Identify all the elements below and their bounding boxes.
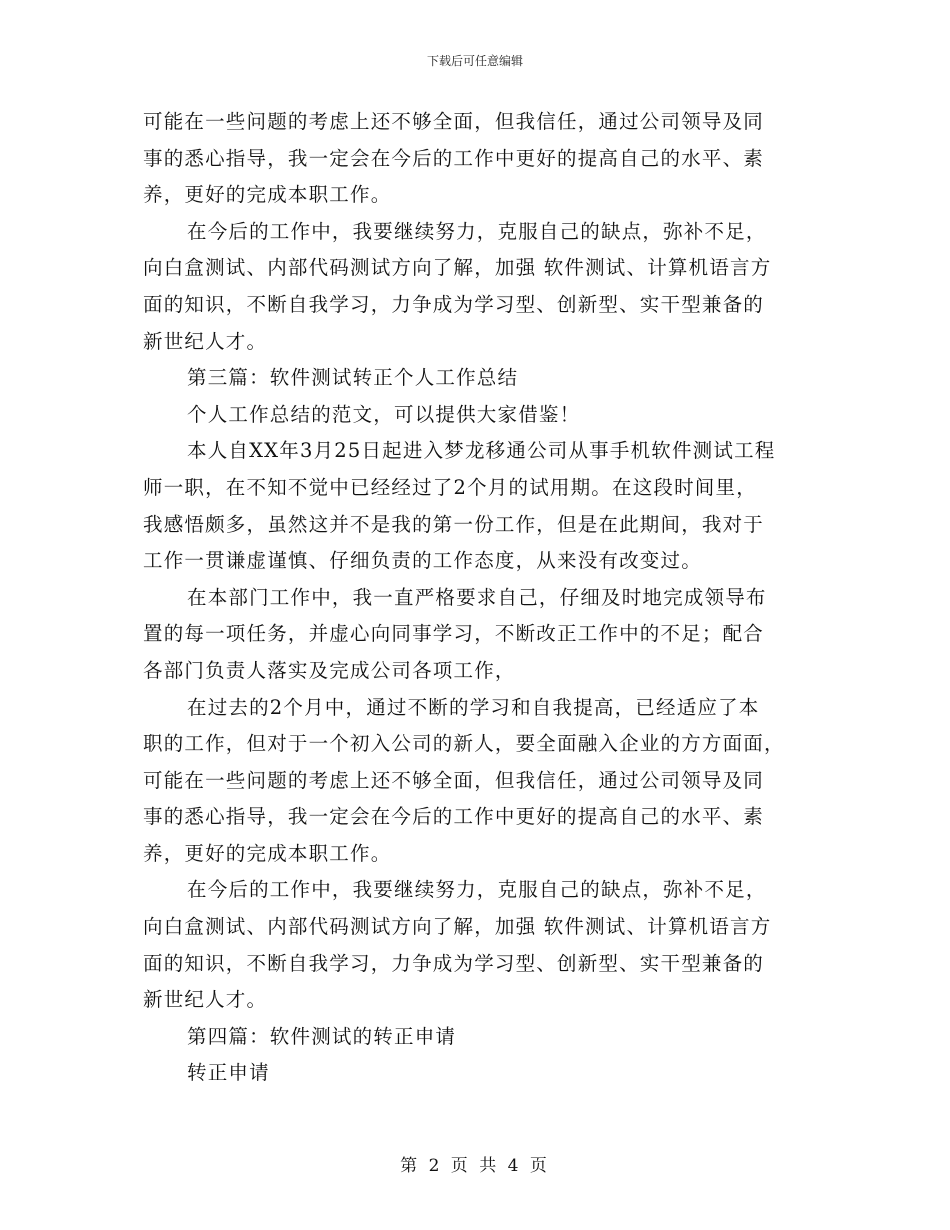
paragraph-start-line: 在今后的工作中，我要继续努力，克服自己的缺点，弥补不足， bbox=[187, 878, 767, 902]
paragraph-start-line: 在本部门工作中，我一直严格要求自己，仔细及时地完成领导布 bbox=[187, 585, 767, 609]
text-line: 事的悉心指导，我一定会在今后的工作中更好的提高自己的水平、素 bbox=[143, 146, 765, 170]
text-line: 向白盒测试、内部代码测试方向了解，加强 软件测试、计算机语言方 bbox=[143, 256, 772, 280]
paragraph-start-line: 个人工作总结的范文，可以提供大家借鉴！ bbox=[187, 402, 581, 426]
text-line: 养，更好的完成本职工作。 bbox=[143, 841, 392, 865]
document-body bbox=[143, 104, 808, 1092]
text-line: 我感悟颇多，虽然这并不是我的第一份工作，但是在此期间，我对于 bbox=[143, 512, 765, 536]
paragraph-start-line: 在今后的工作中，我要继续努力，克服自己的缺点，弥补不足， bbox=[187, 219, 767, 243]
text-line: 工作一贯谦虚谨慎、仔细负责的工作态度，从来没有改变过。 bbox=[143, 549, 702, 573]
text-line: 可能在一些问题的考虑上还不够全面，但我信任，通过公司领导及同 bbox=[143, 768, 765, 792]
text-line: 可能在一些问题的考虑上还不够全面，但我信任，通过公司领导及同 bbox=[143, 110, 765, 133]
page-header: 下载后可任意编辑 bbox=[426, 54, 523, 68]
text-line: 事的悉心指导，我一定会在今后的工作中更好的提高自己的水平、素 bbox=[143, 805, 765, 829]
text-line: 面的知识，不断自我学习，力争成为学习型、创新型、实干型兼备的 bbox=[143, 951, 765, 975]
section-heading: 第四篇：软件测试的转正申请 bbox=[187, 1024, 457, 1048]
text-line: 师一职，在不知不觉中已经经过了2个月的试用期。在这段时间里， bbox=[143, 475, 757, 499]
text-line: 面的知识，不断自我学习，力争成为学习型、创新型、实干型兼备的 bbox=[143, 292, 765, 316]
text-line: 新世纪人才。 bbox=[143, 329, 268, 353]
sub-heading: 转正申请 bbox=[187, 1061, 270, 1085]
text-line: 向白盒测试、内部代码测试方向了解，加强 软件测试、计算机语言方 bbox=[143, 915, 772, 939]
section-heading: 第三篇：软件测试转正个人工作总结 bbox=[187, 366, 519, 390]
text-line: 新世纪人才。 bbox=[143, 988, 268, 1012]
page-number-footer: 第 2 页 共 4 页 bbox=[400, 1156, 550, 1176]
text-line: 职的工作，但对于一个初入公司的新人，要全面融入企业的方方面面， bbox=[143, 732, 785, 756]
text-line: 养，更好的完成本职工作。 bbox=[143, 183, 392, 207]
paragraph-start-line: 在过去的2个月中，通过不断的学习和自我提高，已经适应了本 bbox=[187, 695, 760, 719]
text-line: 置的每一项任务，并虚心向同事学习，不断改正工作中的不足；配合 bbox=[143, 622, 765, 646]
paragraph-start-line: 本人自XX年3月25日起进入梦龙移通公司从事手机软件测试工程 bbox=[187, 439, 776, 463]
text-line: 各部门负责人落实及完成公司各项工作， bbox=[143, 658, 516, 682]
